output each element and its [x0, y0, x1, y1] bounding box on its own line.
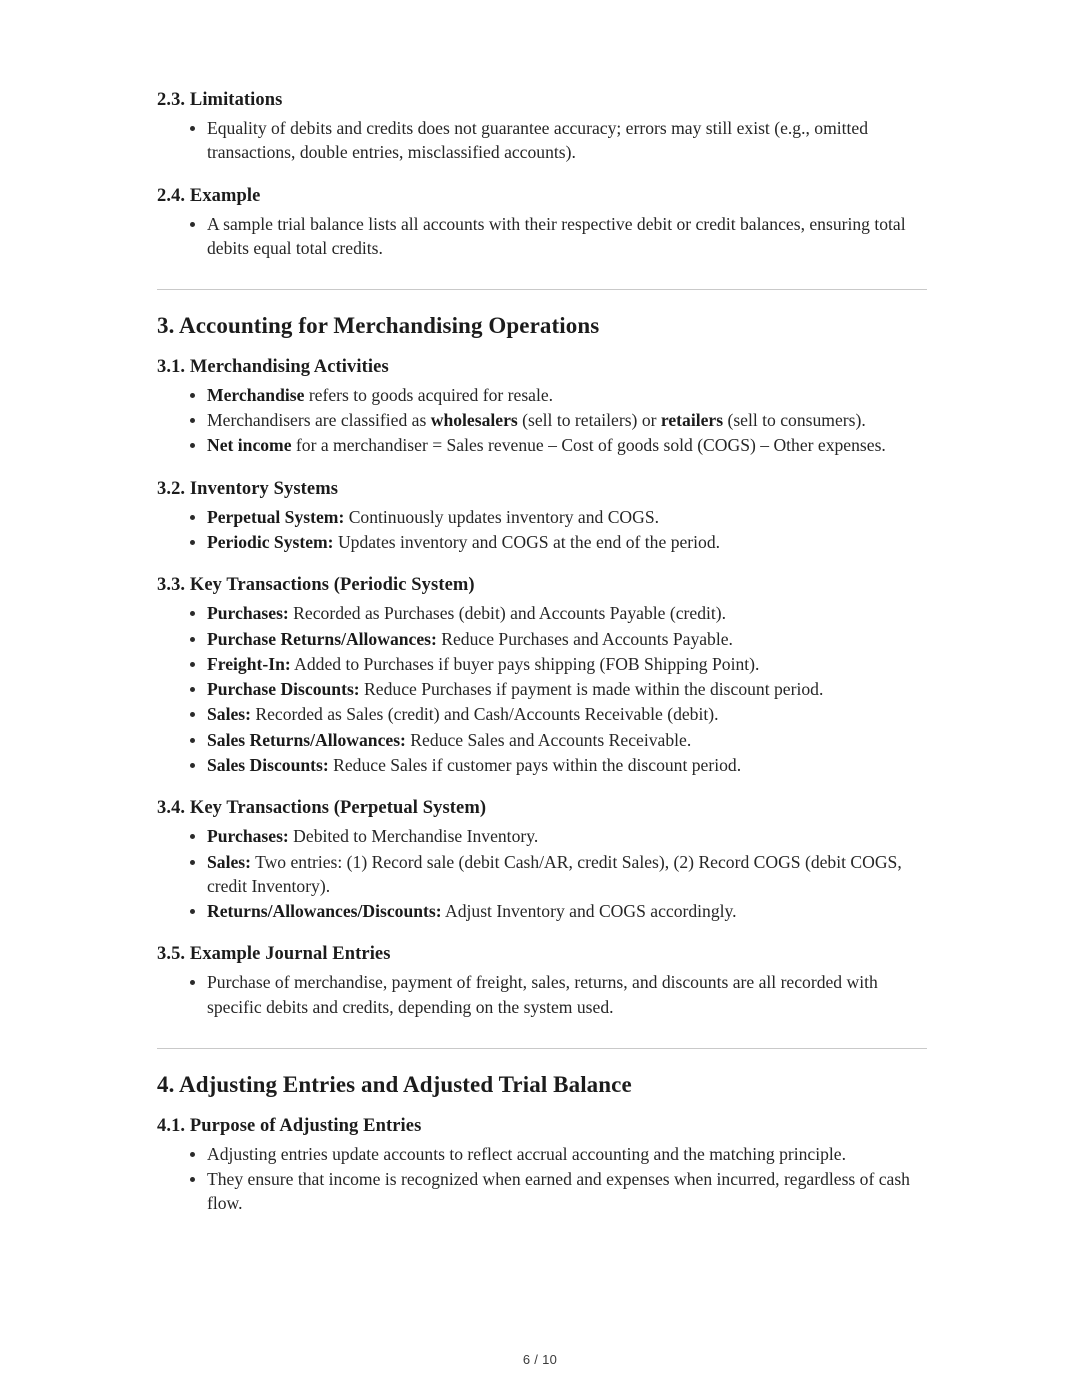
horizontal-rule [157, 289, 927, 290]
list-item-lead: Merchandise [207, 384, 305, 405]
list-item-text: Two entries: (1) Record sale (debit Cash/AR, credit Sales), (2) Record COGS (debit COGS, credit Inventory). [207, 851, 902, 896]
list-item-text: Purchase of merchandise, payment of freight, sales, returns, and discounts are all recorded with specific debits and credits, depending on the system used. [207, 972, 878, 1017]
list-item [157, 116, 927, 165]
list-item [157, 753, 927, 777]
list-item [157, 850, 927, 899]
list-item-lead: Sales Returns/Allowances: [207, 729, 406, 750]
list-item [157, 677, 927, 701]
list-item-text: A sample trial balance lists all accounts with their respective debit or credit balances, ensuring total debits equal total credits. [207, 213, 906, 258]
subsection-block [157, 477, 927, 555]
list-item [157, 408, 927, 432]
list-item-lead: Purchase Discounts: [207, 679, 360, 700]
bullet-list [157, 505, 927, 555]
list-item-text: refers to goods acquired for resale. [304, 384, 554, 405]
subsection-block [157, 355, 927, 458]
subsection-heading: 4.1. Purpose of Adjusting Entries [157, 1115, 422, 1136]
list-item-text: Recorded as Purchases (debit) and Accounts Payable (credit). [288, 603, 727, 624]
section-heading: 3. Accounting for Merchandising Operations [157, 313, 600, 339]
list-item-text: They ensure that income is recognized when earned and expenses when incurred, regardless of cash flow. [207, 1168, 910, 1214]
list-item [157, 1167, 927, 1216]
subsection-heading: 2.4. Example [157, 185, 261, 206]
list-item [157, 970, 927, 1019]
list-item-lead: Sales: [207, 851, 251, 872]
list-item-lead: Periodic System: [207, 532, 334, 553]
list-item-text: Reduce Sales and Accounts Receivable. [405, 729, 692, 750]
page-number-footer: 6 / 10 [522, 1352, 558, 1367]
document-body [157, 88, 927, 1235]
subsection-block [157, 942, 927, 1019]
bullet-list [157, 212, 927, 261]
subsection-block [157, 1114, 927, 1216]
list-item [157, 383, 927, 407]
list-item [157, 601, 927, 625]
list-item [157, 530, 927, 554]
list-item [157, 652, 927, 676]
subsection-block [157, 88, 927, 165]
list-item-text: Reduce Purchases if payment is made within the discount period. [359, 679, 824, 700]
list-item [157, 212, 927, 261]
section-block [157, 312, 927, 341]
subsection-heading: 3.2. Inventory Systems [157, 478, 339, 499]
section-heading: 4. Adjusting Entries and Adjusted Trial Balance [157, 1071, 632, 1097]
subsection-block [157, 573, 927, 777]
list-item [157, 1142, 927, 1166]
subsection-heading: 3.4. Key Transactions (Perpetual System) [157, 798, 487, 819]
list-item [157, 824, 927, 848]
subsection-heading: 3.3. Key Transactions (Periodic System) [157, 575, 475, 596]
bullet-list [157, 383, 927, 458]
list-item-text: Continuously updates inventory and COGS. [344, 506, 660, 527]
section-divider [157, 279, 927, 290]
list-item-lead: Purchases: [207, 826, 289, 847]
bullet-list [157, 601, 927, 777]
list-item-text: Added to Purchases if buyer pays shipping (FOB Shipping Point). [290, 653, 760, 674]
list-item-text: Equality of debits and credits does not guarantee accuracy; errors may still exist (e.g., omitted transactions, double entries, misclassified accounts). [207, 118, 869, 163]
list-item-lead: Sales: [207, 704, 251, 725]
list-item [157, 899, 927, 923]
list-item-text: Merchandisers are classified as wholesalers (sell to retailers) or retailers (sell to consumers). [207, 410, 866, 431]
list-item-lead: Sales Discounts: [207, 754, 329, 775]
list-item [157, 728, 927, 752]
list-item [157, 627, 927, 651]
bullet-list [157, 1142, 927, 1216]
list-item-text: Adjusting entries update accounts to reflect accrual accounting and the matching principle. [207, 1143, 847, 1164]
list-item-text: for a merchandiser = Sales revenue – Cost of goods sold (COGS) – Other expenses. [291, 435, 886, 456]
bullet-list [157, 970, 927, 1019]
list-item-text: Reduce Sales if customer pays within the discount period. [328, 754, 742, 775]
subsection-heading: 3.1. Merchandising Activities [157, 356, 389, 377]
list-item [157, 505, 927, 529]
list-item [157, 433, 927, 457]
subsection-block [157, 796, 927, 923]
section-block [157, 1071, 927, 1100]
list-item [157, 702, 927, 726]
list-item-text: Debited to Merchandise Inventory. [288, 826, 539, 847]
list-item-text: Reduce Purchases and Accounts Payable. [436, 628, 733, 649]
list-item-text: Recorded as Sales (credit) and Cash/Accounts Receivable (debit). [250, 704, 719, 725]
list-item-text: Updates inventory and COGS at the end of the period. [333, 532, 721, 553]
section-divider [157, 1038, 927, 1049]
list-item-lead: Returns/Allowances/Discounts: [207, 901, 442, 922]
bullet-list [157, 824, 927, 923]
horizontal-rule [157, 1048, 927, 1049]
list-item-lead: Perpetual System: [207, 506, 345, 527]
list-item-lead: Net income [207, 435, 292, 456]
list-item-lead: Purchase Returns/Allowances: [207, 628, 437, 649]
list-item-lead: Freight-In: [207, 653, 291, 674]
subsection-heading: 2.3. Limitations [157, 90, 283, 110]
subsection-block [157, 184, 927, 261]
list-item-text: Adjust Inventory and COGS accordingly. [441, 901, 737, 922]
bullet-list [157, 116, 927, 165]
subsection-heading: 3.5. Example Journal Entries [157, 944, 391, 965]
list-item-lead: Purchases: [207, 603, 289, 624]
